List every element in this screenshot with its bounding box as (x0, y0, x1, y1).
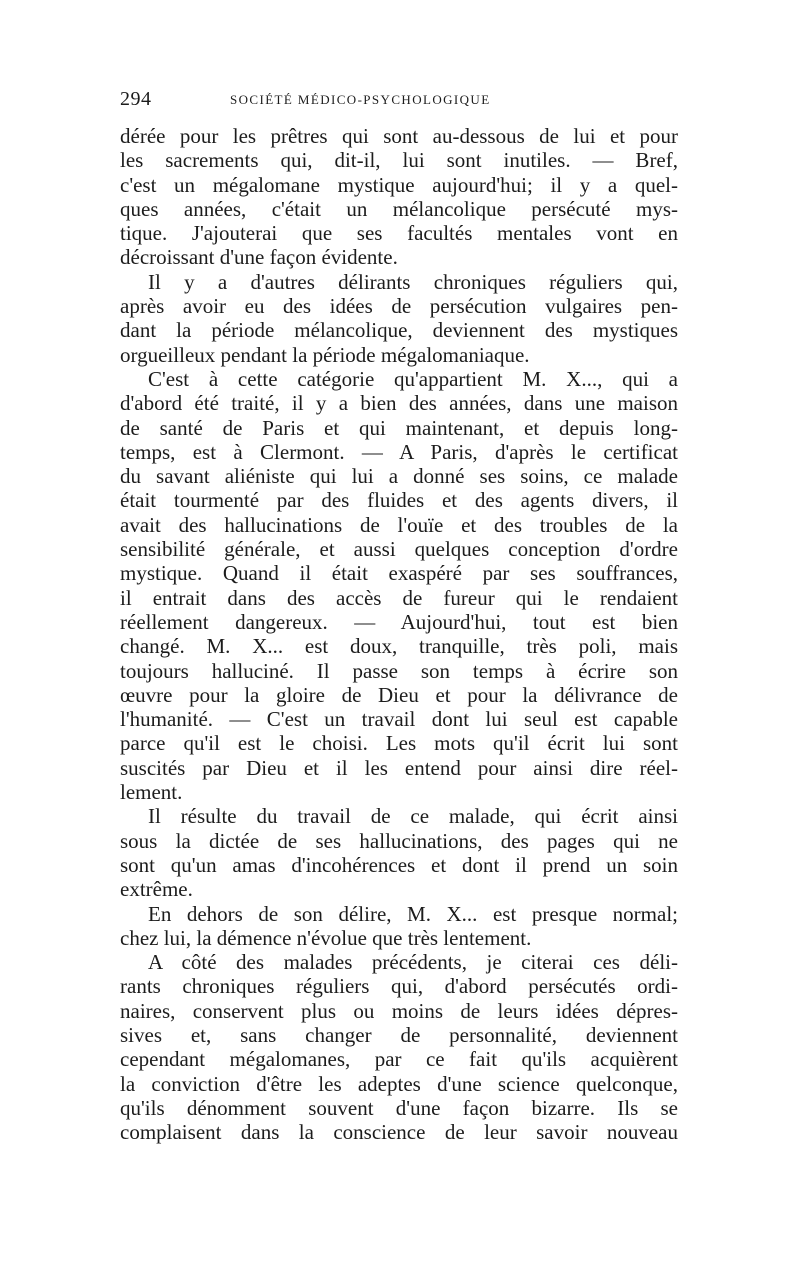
text-line: dant la période mélancolique, deviennent des mystiques (120, 318, 678, 343)
text-line: complaisent dans la conscience de leur savoir nouveau (120, 1120, 678, 1145)
text-line: la conviction d'être les adeptes d'une science quelconque, (120, 1071, 678, 1096)
text-line: après avoir eu des idées de persécution vulgaires pen- (120, 294, 678, 319)
text-line: C'est à cette catégorie qu'appartient M. X..., qui a (148, 366, 678, 391)
text-line: sensibilité générale, et aussi quelques conception d'ordre (120, 537, 678, 562)
text-line: de santé de Paris et qui maintenant, et depuis long- (120, 415, 678, 440)
text-line: sont qu'un amas d'incohérences et dont il prend un soin (120, 852, 678, 877)
text-line: Il y a d'autres délirants chroniques réguliers qui, (148, 269, 678, 294)
text-line: était tourmenté par des fluides et des agents divers, il (120, 488, 678, 513)
text-line: décroissant d'une façon évidente. (120, 245, 398, 270)
text-line: réellement dangereux. — Aujourd'hui, tout est bien (120, 609, 678, 634)
text-line: du savant aliéniste qui lui a donné ses soins, ce malade (120, 464, 678, 489)
text-line: toujours halluciné. Il passe son temps à écrire son (120, 658, 678, 683)
text-line: parce qu'il est le choisi. Les mots qu'il écrit lui sont (120, 731, 678, 756)
text-line: naires, conservent plus ou moins de leurs idées dépres- (120, 998, 678, 1023)
page-header (120, 88, 680, 118)
text-line: Il résulte du travail de ce malade, qui écrit ainsi (148, 804, 678, 829)
text-line: œuvre pour la gloire de Dieu et pour la délivrance de (120, 682, 678, 707)
text-line: qu'ils dénomment souvent d'une façon bizarre. Ils se (120, 1095, 678, 1120)
text-line: il entrait dans des accès de fureur qui le rendaient (120, 585, 678, 610)
text-line: sous la dictée de ses hallucinations, des pages qui ne (120, 828, 678, 853)
text-line: c'est un mégalomane mystique aujourd'hui; il y a quel- (120, 172, 678, 197)
text-line: mystique. Quand il était exaspéré par ses souffrances, (120, 561, 678, 586)
text-line: tique. J'ajouterai que ses facultés mentales vont en (120, 221, 678, 246)
text-line: les sacrements qui, dit-il, lui sont inutiles. — Bref, (120, 148, 678, 173)
text-line: avait des hallucinations de l'ouïe et des troubles de la (120, 512, 678, 537)
text-line: orgueilleux pendant la période mégalomaniaque. (120, 342, 530, 367)
text-line: sives et, sans changer de personnalité, deviennent (120, 1022, 678, 1047)
text-line: changé. M. X... est doux, tranquille, très poli, mais (120, 634, 678, 659)
body-text (120, 124, 678, 1144)
text-line: A côté des malades précédents, je citerai ces déli- (148, 950, 678, 975)
text-line: l'humanité. — C'est un travail dont lui seul est capable (120, 707, 678, 732)
text-line: lement. (120, 780, 183, 805)
text-line: dérée pour les prêtres qui sont au-dessous de lui et pour (120, 124, 678, 148)
text-line: extrême. (120, 877, 193, 902)
text-line: d'abord été traité, il y a bien des années, dans une maison (120, 391, 678, 416)
page-number: 294 (120, 88, 152, 110)
text-line: suscités par Dieu et il les entend pour ainsi dire réel- (120, 755, 678, 780)
text-line: En dehors de son délire, M. X... est presque normal; (148, 901, 678, 926)
text-line: temps, est à Clermont. — A Paris, d'après le certificat (120, 439, 678, 464)
running-head: SOCIÉTÉ MÉDICO-PSYCHOLOGIQUE (230, 92, 491, 107)
text-line: rants chroniques réguliers qui, d'abord persécutés ordi- (120, 974, 678, 999)
text-line: cependant mégalomanes, par ce fait qu'ils acquièrent (120, 1047, 678, 1072)
text-line: ques années, c'était un mélancolique persécuté mys- (120, 196, 678, 221)
text-line: chez lui, la démence n'évolue que très lentement. (120, 925, 532, 950)
